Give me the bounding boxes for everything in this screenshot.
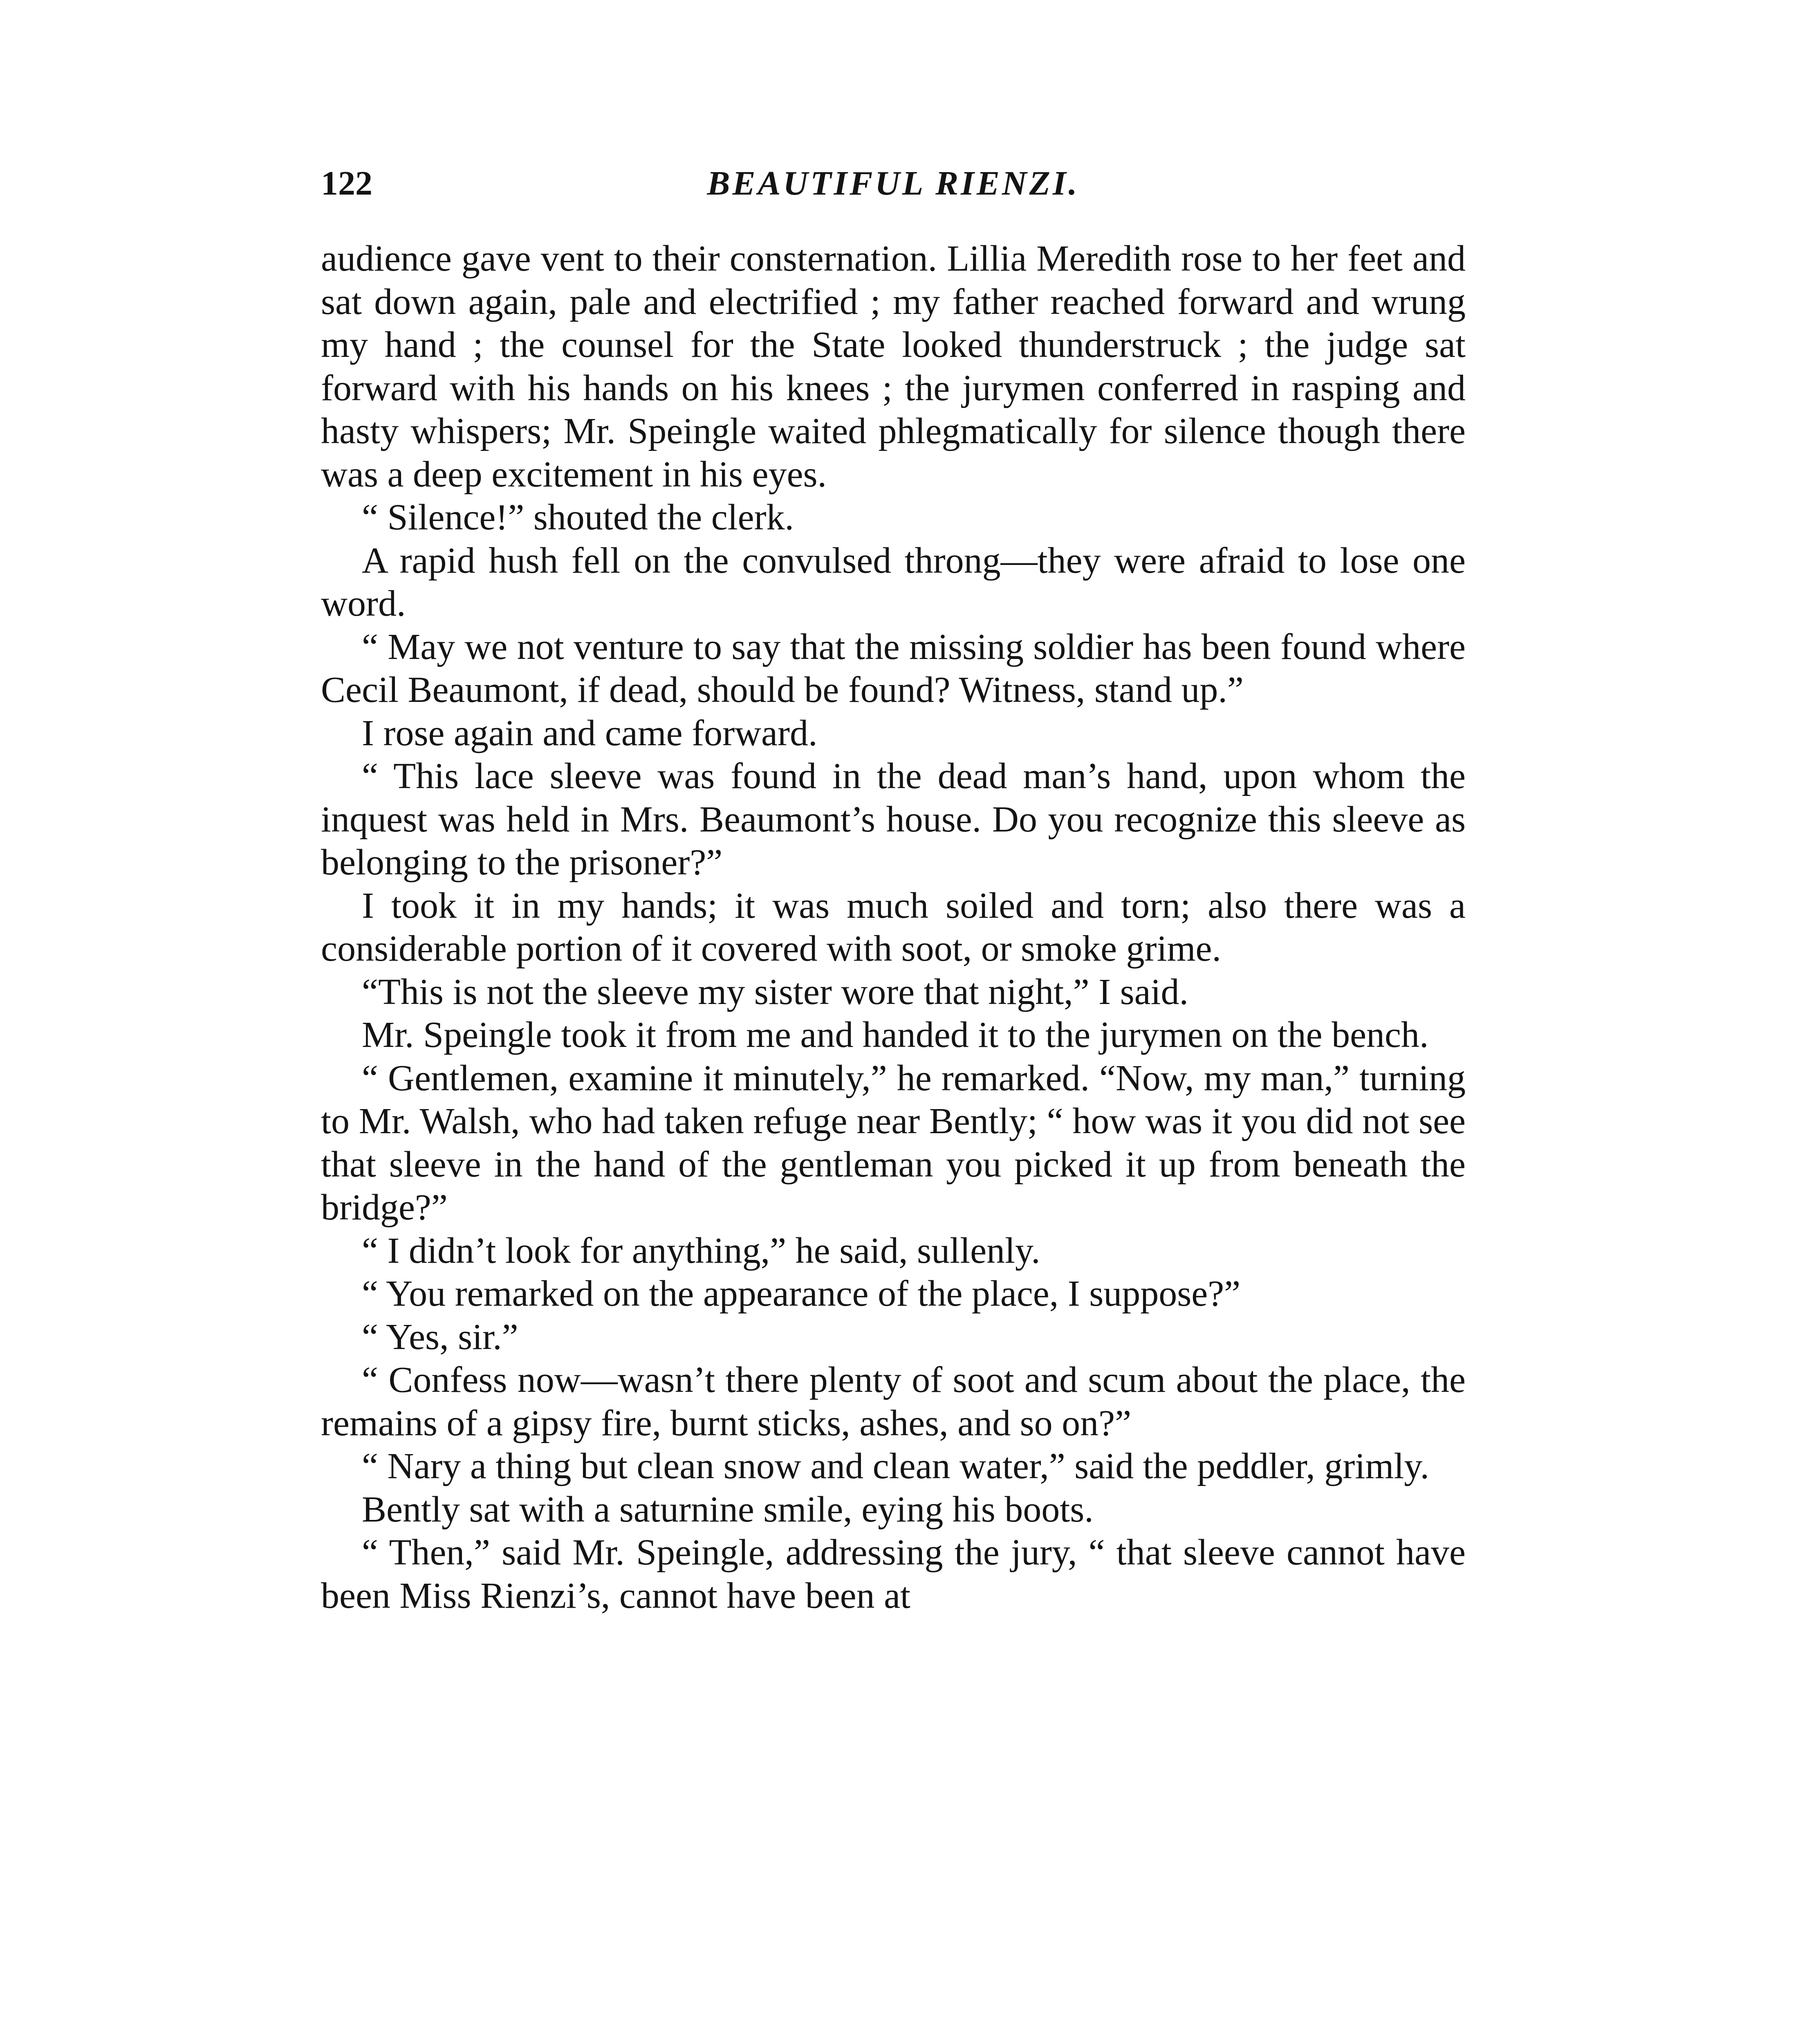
paragraph: “This is not the sleeve my sister wore that night,” I said. (362, 971, 1189, 1012)
paragraph: Bently sat with a saturnine smile, eying his boots. (362, 1489, 1094, 1530)
paragraph: “ Silence!” shouted the clerk. (362, 497, 794, 538)
paragraph: Mr. Speingle took it from me and handed it to the jurymen on the bench. (362, 1015, 1429, 1055)
paragraph: “ May we not venture to say that the missing soldier has been found where Cecil Beaumont, if dead, should be found? Witness, stand up.” (321, 626, 1466, 710)
paragraph: “ I didn’t look for anything,” he said, sullenly. (362, 1230, 1040, 1271)
page-header (321, 155, 1466, 221)
paragraph: A rapid hush fell on the convulsed throng—they were afraid to lose one word. (321, 540, 1466, 624)
paragraph: “ Nary a thing but clean snow and clean water,” said the peddler, grimly. (362, 1446, 1430, 1486)
body-text (321, 237, 1466, 1617)
paragraph: “ Then,” said Mr. Speingle, addressing the jury, “ that sleeve cannot have been Miss Rienzi’s, cannot have been at (321, 1532, 1466, 1616)
paragraph: “ Confess now—wasn’t there plenty of soot and scum about the place, the remains of a gipsy fire, burnt sticks, ashes, and so on?” (321, 1360, 1466, 1443)
running-title: BEAUTIFUL RIENZI. (707, 164, 1080, 202)
paragraph: audience gave vent to their consternation. Lillia Meredith rose to her feet and sat down again, pale and electrified ; my father reached forward and wrung my hand ; the counsel for the State looked thunderstruck ; the judge sat forward with his hands on his knees ; the jurymen conferred in rasping and hasty whispers; Mr. Speingle waited phlegmatically for silence though there was a deep excitement in his eyes. (321, 238, 1466, 495)
paragraph: I took it in my hands; it was much soiled and torn; also there was a considerable portion of it covered with soot, or smoke grime. (321, 885, 1466, 969)
paragraph: I rose again and came forward. (362, 713, 818, 753)
paragraph: “ Yes, sir.” (362, 1316, 518, 1357)
paragraph: “ Gentlemen, examine it minutely,” he remarked. “Now, my man,” turning to Mr. Walsh, who had taken refuge near Bently; “ how was it you did not see that sleeve in the hand of the gentleman you picked it up from beneath the bridge?” (321, 1058, 1466, 1228)
paragraph: “ You remarked on the appearance of the place, I suppose?” (362, 1273, 1241, 1314)
paragraph: “ This lace sleeve was found in the dead man’s hand, upon whom the inquest was held in Mrs. Beaumont’s house. Do you recognize this sleeve as belonging to the prisoner?” (321, 756, 1466, 883)
page-number: 122 (321, 164, 372, 202)
